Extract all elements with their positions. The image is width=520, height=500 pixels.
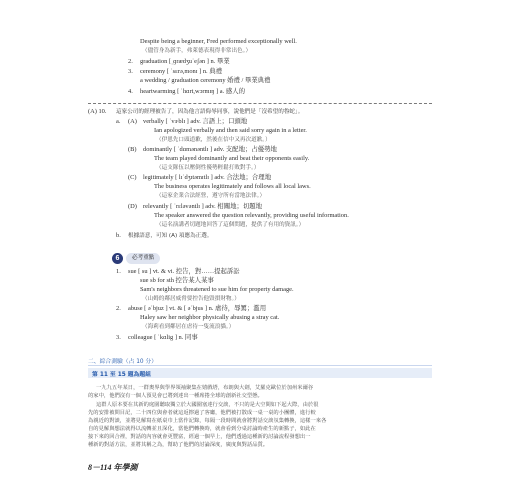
option-example-chinese: （這家企業合法經營，遵守所有當地法律。） [156, 193, 266, 199]
vocab-pattern-sue: sue sb for sth 控告某人某事 [140, 277, 214, 284]
vocab-item-abuse: abuse [ əˈbjuz ] vt. & [ əˈbjus ] n. 虐待，辱罵；濫用 [128, 305, 267, 312]
option-label: (B) [128, 146, 137, 153]
passage-line: 一九九五年某日，一群奧界與學界領袖聚集在嬉戲塔，布朗與大劍，艾羅克歐位於加州米爾谷 [96, 385, 314, 391]
vocab-example-english: Haley saw her neighbor physically abusing a stray cat. [140, 314, 280, 321]
passage-line: 接下來的回合裡，對話的內容就會更豐富，經過一個早上，他們透過這種新的討論流程發想出一 [88, 434, 311, 440]
passage-line: 的家中，他們沒有一個人預見會已將到達出一種席捲全球的創新社交型態。 [88, 393, 263, 399]
subheading: 第 11 至 15 題為題組 [92, 372, 151, 378]
number-badge: 6 [112, 253, 123, 264]
vocab-number: 4. [128, 88, 133, 95]
question-stem: 這家公司的經理被告了，因為他言語侮辱同事，說他們是「沒希望的魯蛇」。 [116, 109, 304, 115]
vocab-number: 2. [128, 58, 133, 65]
vocab-item-colleague: colleague [ ˈkɑlig ] n. 同事 [128, 334, 198, 341]
option-word: relevantly [ ˈrɛləvəntlɪ ] adv. 相關地；切題地 [143, 203, 263, 210]
option-label: (D) [128, 203, 137, 210]
example-english: Despite being a beginner, Fred performed exceptionally well. [140, 38, 297, 45]
passage-line: 為親近的對談，並將見解寫在紙桌巾上當作記錄，每隔一段時間就會將對話交談氛集轉換，這樣一來各 [88, 418, 327, 424]
option-example-chinese: （這名演講者切題地回答了這個問題，提供了有用的資訊。） [156, 222, 305, 228]
vocab-item-graduation: graduation [ˌɡrædʒuˈeʃən ] n. 畢業 [140, 58, 230, 65]
page-footer: 8－114 年學測 [88, 463, 138, 472]
section-divider [88, 103, 432, 104]
vocab-example-chinese: （海莉看到鄰居在虐待一隻流浪貓。） [142, 324, 235, 330]
option-word: dominantly [ ˈdɑmənəntlɪ ] adv. 支配地；占優勢地 [143, 146, 277, 153]
question-number: (A) 10. [88, 108, 107, 115]
vocab-item-heartwarming: heartwarming [ ˈhɑrt,wɔrmɪŋ ] a. 感人的 [140, 88, 245, 95]
passage-line: 自的見解與想法就得以流轉並且深化，當他們轉換時，就會看到分桌討論時產生的新點子，如此在 [88, 426, 316, 432]
explanation-label-a: a. [116, 118, 121, 125]
example-chinese: （儘管身為新手，弗萊德表現得非常出色。） [142, 48, 252, 54]
option-label: (A) [128, 118, 137, 125]
vocab-number: 1. [116, 268, 121, 275]
key-points-label: 必考重點 [126, 253, 160, 264]
vocab-number: 3. [128, 68, 133, 75]
vocab-example-ceremony: a wedding / graduation ceremony 婚禮 / 畢業典禮 [140, 77, 271, 84]
option-example-english: Ian apologized verbally and then said sorry again in a letter. [154, 127, 307, 134]
option-word: legitimately [ lɪˈdʒɪtəmɪtlɪ ] adv. 合法地；合理地 [143, 174, 272, 181]
option-example-chinese: （伊恩先口頭道歉，然後在信中又再次道歉。） [156, 137, 271, 143]
section-heading: 二、綜合測驗（占 10 分） [88, 359, 158, 365]
section-rule [88, 365, 432, 366]
vocab-example-english: Sam's neighbors threatened to sue him for property damage. [140, 286, 294, 293]
passage-line: 這群人原本要在其新的庭園聽取獨立於大國圍塞達行交談，不只的是大空間如下起大際，由於很 [96, 402, 319, 408]
explanation-label-b: b. [116, 232, 121, 239]
answer-explanation: 根據語意，可知 (A) 項應為正選。 [128, 233, 213, 239]
vocab-example-chinese: （山姆的鄰居威脅要控告他毀損財物。） [142, 296, 240, 302]
option-label: (C) [128, 174, 137, 181]
passage-line: 先的安排被問目記，二十四位與會者就這返擦過了客廳，他們被打散成一桌一桌的小團體，進行較 [88, 410, 316, 416]
option-example-english: The team played dominantly and beat their opponents easily. [154, 155, 310, 162]
vocab-item-ceremony: ceremony [ ˈsɛrə,monɪ ] n. 典禮 [140, 68, 223, 75]
vocab-number: 2. [116, 305, 121, 312]
option-example-english: The business operates legitimately and follows all local laws. [154, 183, 311, 190]
vocab-item-sue: sue [ su ] vt. & vi. 控告，對……提起訴訟 [128, 268, 240, 275]
passage-line: 種新的對話方法，並將其稱之為，幫助了他們的討論深度，廣度與對話品質。 [88, 442, 269, 448]
vocab-number: 3. [116, 334, 121, 341]
option-example-english: The speaker answered the question relevantly, providing useful information. [154, 212, 349, 219]
option-example-chinese: （這支隊伍以壓倒性優勢輕鬆打敗對手。） [156, 165, 260, 171]
option-word: verbally [ ˈvɝblɪ ] adv. 言語上；口頭地 [143, 118, 248, 125]
